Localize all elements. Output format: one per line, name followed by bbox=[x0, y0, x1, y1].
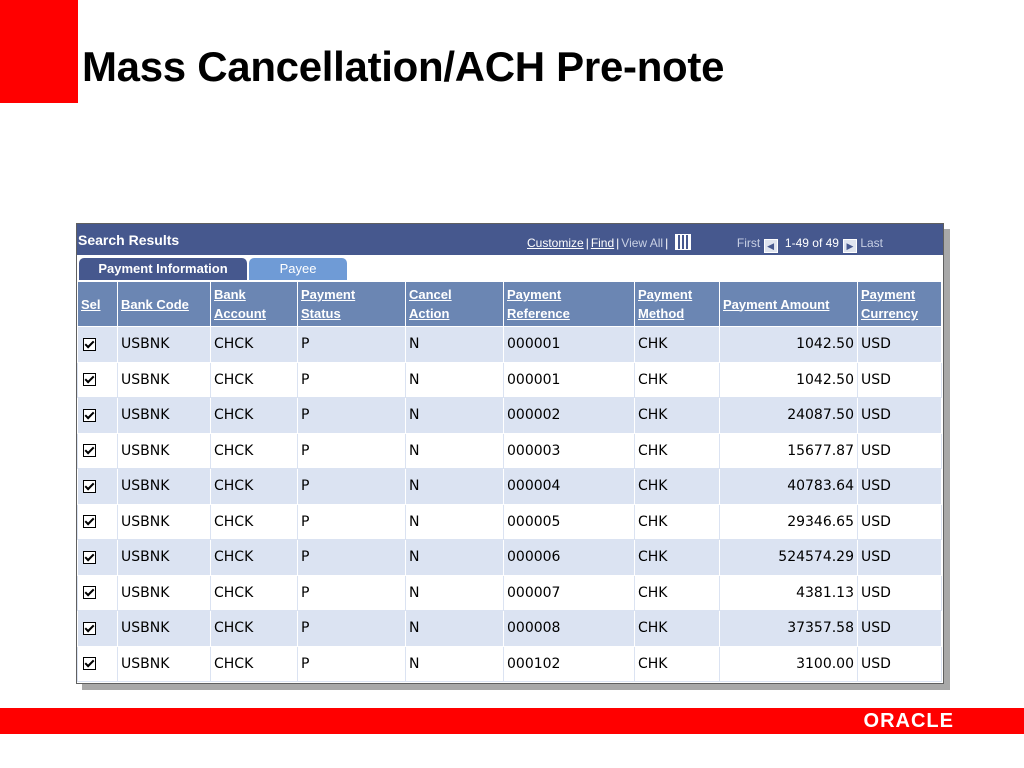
payment-amount-cell: 3100.00 bbox=[720, 646, 858, 682]
payment-currency-cell: USD bbox=[858, 398, 942, 434]
accent-block bbox=[0, 0, 78, 103]
bank-account-cell: CHCK bbox=[211, 540, 298, 576]
first-link[interactable]: First bbox=[736, 236, 761, 250]
cancel-action-cell: N bbox=[406, 433, 504, 469]
payment-reference-cell: 000003 bbox=[504, 433, 635, 469]
select-checkbox[interactable] bbox=[83, 515, 96, 528]
column-header-row bbox=[78, 282, 942, 327]
payment-currency-cell: USD bbox=[858, 540, 942, 576]
select-checkbox[interactable] bbox=[83, 551, 96, 564]
results-table bbox=[77, 281, 942, 682]
results-body bbox=[78, 327, 942, 682]
payment-status-cell: P bbox=[298, 327, 406, 363]
payment-status-cell: P bbox=[298, 398, 406, 434]
bank-account-cell: CHCK bbox=[211, 398, 298, 434]
bank-code-cell: USBNK bbox=[118, 575, 211, 611]
select-checkbox[interactable] bbox=[83, 480, 96, 493]
payment-reference-cell: 000002 bbox=[504, 398, 635, 434]
payment-status-cell: P bbox=[298, 575, 406, 611]
payment-amount-cell: 24087.50 bbox=[720, 398, 858, 434]
payment-amount-cell: 29346.65 bbox=[720, 504, 858, 540]
oracle-logo: ORACLE bbox=[863, 710, 954, 732]
payment-method-cell: CHK bbox=[635, 327, 720, 363]
cancel-action-cell: N bbox=[406, 504, 504, 540]
table-row bbox=[78, 433, 942, 469]
cancel-action-cell: N bbox=[406, 646, 504, 682]
bank-account-cell: CHCK bbox=[211, 469, 298, 505]
sel-cell bbox=[78, 433, 118, 469]
cancel-action-cell: N bbox=[406, 469, 504, 505]
payment-currency-cell: USD bbox=[858, 433, 942, 469]
payment-method-cell: CHK bbox=[635, 611, 720, 647]
payment-amount-cell: 1042.50 bbox=[720, 327, 858, 363]
bank-account-cell: CHCK bbox=[211, 646, 298, 682]
sel-cell bbox=[78, 469, 118, 505]
payment-reference-cell: 000102 bbox=[504, 646, 635, 682]
cancel-action-cell: N bbox=[406, 611, 504, 647]
payment-amount-cell: 37357.58 bbox=[720, 611, 858, 647]
col-sel[interactable]: Sel bbox=[78, 282, 118, 327]
payment-amount-cell: 15677.87 bbox=[720, 433, 858, 469]
col-bank-code[interactable]: Bank Code bbox=[118, 282, 211, 327]
bank-account-cell: CHCK bbox=[211, 504, 298, 540]
payment-status-cell: P bbox=[298, 504, 406, 540]
sel-cell bbox=[78, 646, 118, 682]
payment-amount-cell: 524574.29 bbox=[720, 540, 858, 576]
table-row bbox=[78, 398, 942, 434]
customize-link[interactable]: Customize bbox=[527, 236, 584, 250]
select-checkbox[interactable] bbox=[83, 622, 96, 635]
payment-reference-cell: 000008 bbox=[504, 611, 635, 647]
select-checkbox[interactable] bbox=[83, 444, 96, 457]
payment-reference-cell: 000001 bbox=[504, 327, 635, 363]
sel-cell bbox=[78, 504, 118, 540]
col-payment-amount[interactable]: Payment Amount bbox=[720, 282, 858, 327]
payment-method-cell: CHK bbox=[635, 398, 720, 434]
cancel-action-cell: N bbox=[406, 575, 504, 611]
bank-code-cell: USBNK bbox=[118, 646, 211, 682]
bank-code-cell: USBNK bbox=[118, 327, 211, 363]
payment-status-cell: P bbox=[298, 362, 406, 398]
sel-cell bbox=[78, 398, 118, 434]
bank-code-cell: USBNK bbox=[118, 362, 211, 398]
bank-account-cell: CHCK bbox=[211, 327, 298, 363]
footer-bar bbox=[0, 708, 1024, 734]
cancel-action-cell: N bbox=[406, 362, 504, 398]
slide-title: Mass Cancellation/ACH Pre-note bbox=[82, 43, 725, 90]
view-all-link[interactable]: View All bbox=[621, 236, 664, 250]
row-range: 1-49 of 49 bbox=[784, 236, 839, 250]
last-link[interactable]: Last bbox=[860, 236, 883, 250]
select-checkbox[interactable] bbox=[83, 338, 96, 351]
select-checkbox[interactable] bbox=[83, 586, 96, 599]
bank-account-cell: CHCK bbox=[211, 611, 298, 647]
bank-account-cell: CHCK bbox=[211, 433, 298, 469]
col-payment-method[interactable]: Payment Method bbox=[635, 282, 720, 327]
sel-cell bbox=[78, 575, 118, 611]
table-row bbox=[78, 611, 942, 647]
payment-currency-cell: USD bbox=[858, 611, 942, 647]
payment-method-cell: CHK bbox=[635, 433, 720, 469]
payment-currency-cell: USD bbox=[858, 504, 942, 540]
bank-code-cell: USBNK bbox=[118, 504, 211, 540]
bank-code-cell: USBNK bbox=[118, 398, 211, 434]
grid-title: Search Results bbox=[78, 232, 180, 248]
table-row bbox=[78, 540, 942, 576]
bank-code-cell: USBNK bbox=[118, 540, 211, 576]
col-payment-currency[interactable]: Payment Currency bbox=[858, 282, 942, 327]
payment-reference-cell: 000004 bbox=[504, 469, 635, 505]
grid-nav: Customize | Find | View All | First ◀ 1-49 of 49 ▶ Last bbox=[527, 236, 883, 251]
grid-header bbox=[77, 224, 943, 255]
sel-cell bbox=[78, 540, 118, 576]
col-cancel-action[interactable]: Cancel Action bbox=[406, 282, 504, 327]
payment-amount-cell: 1042.50 bbox=[720, 362, 858, 398]
sel-cell bbox=[78, 362, 118, 398]
payment-status-cell: P bbox=[298, 433, 406, 469]
payment-method-cell: CHK bbox=[635, 575, 720, 611]
bank-code-cell: USBNK bbox=[118, 469, 211, 505]
search-results-grid bbox=[76, 223, 944, 684]
table-row bbox=[78, 362, 942, 398]
table-row bbox=[78, 646, 942, 682]
payment-reference-cell: 000007 bbox=[504, 575, 635, 611]
payment-reference-cell: 000006 bbox=[504, 540, 635, 576]
payment-status-cell: P bbox=[298, 540, 406, 576]
select-checkbox[interactable] bbox=[83, 373, 96, 386]
sel-cell bbox=[78, 611, 118, 647]
payment-method-cell: CHK bbox=[635, 362, 720, 398]
bank-code-cell: USBNK bbox=[118, 433, 211, 469]
payment-currency-cell: USD bbox=[858, 327, 942, 363]
payment-currency-cell: USD bbox=[858, 362, 942, 398]
col-payment-status[interactable]: Payment Status bbox=[298, 282, 406, 327]
payment-reference-cell: 000005 bbox=[504, 504, 635, 540]
cancel-action-cell: N bbox=[406, 327, 504, 363]
payment-reference-cell: 000001 bbox=[504, 362, 635, 398]
sel-cell bbox=[78, 327, 118, 363]
bank-account-cell: CHCK bbox=[211, 575, 298, 611]
bank-account-cell: CHCK bbox=[211, 362, 298, 398]
arrow-right-icon[interactable]: ▶ bbox=[843, 239, 857, 253]
table-row bbox=[78, 575, 942, 611]
tab-payment-information[interactable]: Payment Information bbox=[79, 258, 247, 280]
payment-currency-cell: USD bbox=[858, 469, 942, 505]
arrow-left-icon[interactable]: ◀ bbox=[764, 239, 778, 253]
spreadsheet-icon[interactable] bbox=[676, 235, 690, 249]
table-row bbox=[78, 327, 942, 363]
payment-method-cell: CHK bbox=[635, 540, 720, 576]
payment-amount-cell: 4381.13 bbox=[720, 575, 858, 611]
tab-payee[interactable]: Payee bbox=[249, 258, 347, 280]
select-checkbox[interactable] bbox=[83, 409, 96, 422]
table-row bbox=[78, 469, 942, 505]
tab-bar bbox=[77, 255, 943, 282]
payment-method-cell: CHK bbox=[635, 469, 720, 505]
payment-status-cell: P bbox=[298, 469, 406, 505]
cancel-action-cell: N bbox=[406, 540, 504, 576]
payment-currency-cell: USD bbox=[858, 646, 942, 682]
select-checkbox[interactable] bbox=[83, 657, 96, 670]
payment-currency-cell: USD bbox=[858, 575, 942, 611]
bank-code-cell: USBNK bbox=[118, 611, 211, 647]
payment-status-cell: P bbox=[298, 611, 406, 647]
payment-status-cell: P bbox=[298, 646, 406, 682]
payment-method-cell: CHK bbox=[635, 504, 720, 540]
payment-amount-cell: 40783.64 bbox=[720, 469, 858, 505]
col-bank-account[interactable]: Bank Account bbox=[211, 282, 298, 327]
col-payment-reference[interactable]: Payment Reference bbox=[504, 282, 635, 327]
payment-method-cell: CHK bbox=[635, 646, 720, 682]
find-link[interactable]: Find bbox=[590, 236, 615, 250]
table-row bbox=[78, 504, 942, 540]
cancel-action-cell: N bbox=[406, 398, 504, 434]
